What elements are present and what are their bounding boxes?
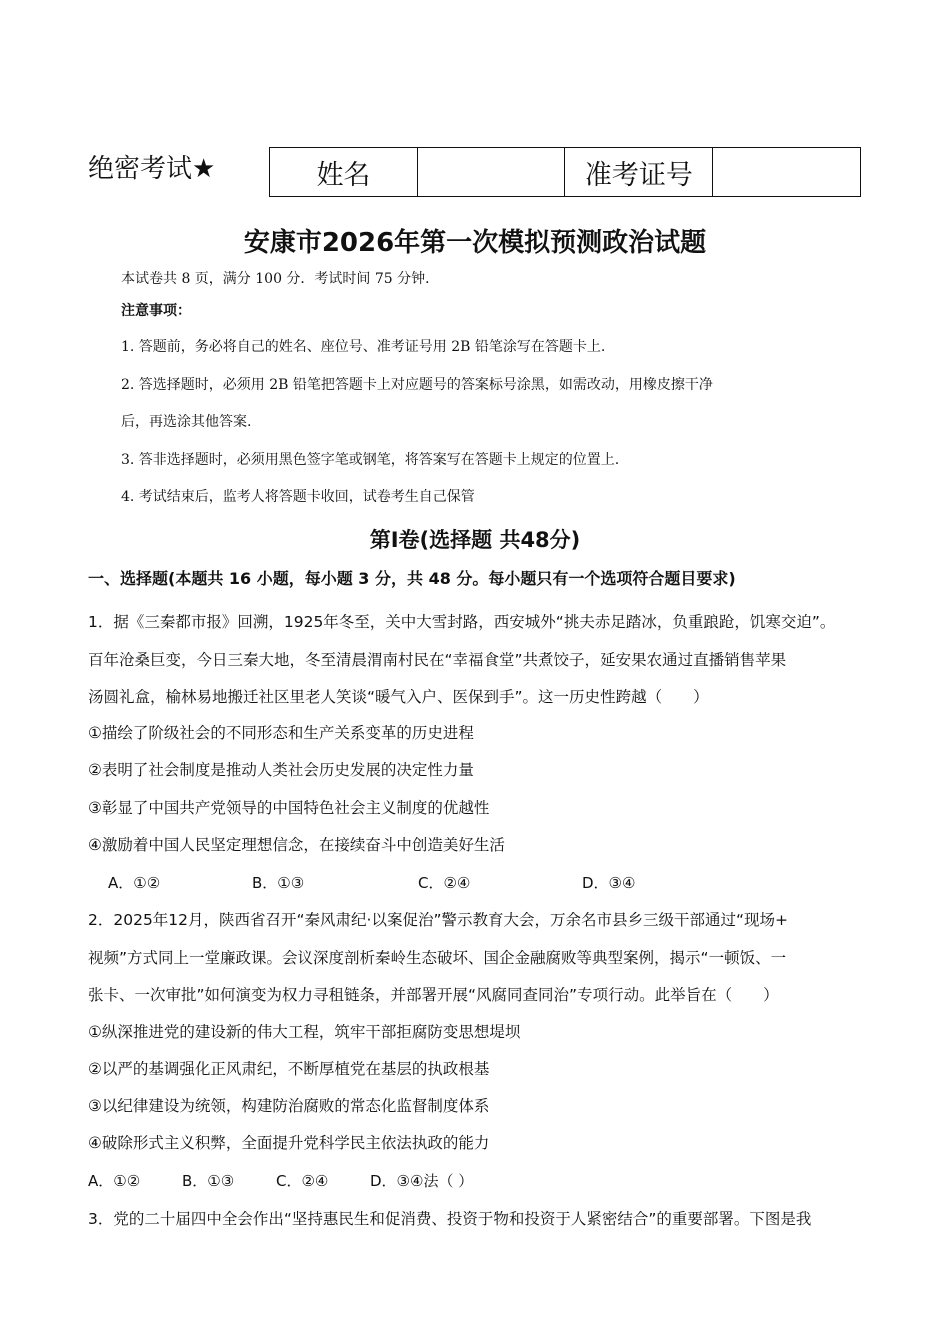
question-1-option: ①描绘了阶级社会的不同形态和生产关系变革的历史进程 bbox=[88, 724, 474, 742]
question-3-line: 3．党的二十届四中全会作出“坚持惠民生和促消费、投资于物和投资于人紧密结合”的重要部署。下图是我 bbox=[88, 1210, 812, 1228]
exam-intro: 本试卷共 8 页，满分 100 分．考试时间 75 分钟． bbox=[121, 271, 440, 287]
question-2-choice-c[interactable]: C．②④ bbox=[276, 1172, 329, 1190]
question-2-option: ④破除形式主义积弊，全面提升党科学民主依法执政的能力 bbox=[88, 1134, 490, 1152]
candidate-info-box bbox=[269, 147, 861, 197]
question-1-line: 百年沧桑巨变，今日三秦大地，冬至清晨渭南村民在“幸福食堂”共煮饺子，延安果农通过直播销售苹果 bbox=[88, 651, 787, 669]
question-2-choice-a[interactable]: A．①② bbox=[88, 1172, 141, 1190]
question-2-line: 视频”方式同上一堂廉政课。会议深度剖析秦岭生态破坏、国企金融腐败等典型案例，揭示“一顿饭、一 bbox=[88, 949, 787, 967]
exam-title: 安康市2026年第一次模拟预测政治试题 bbox=[243, 228, 707, 258]
section-instruction: 一、选择题(本题共 16 小题，每小题 3 分，共 48 分。每小题只有一个选项符合题目要求) bbox=[88, 569, 736, 588]
question-1-choice-c[interactable]: C．②④ bbox=[418, 874, 471, 892]
question-2-option: ②以严的基调强化正风肃纪，不断厚植党在基层的执政根基 bbox=[88, 1060, 490, 1078]
question-1-line: 1．据《三秦都市报》回溯，1925年冬至，关中大雪封路，西安城外“挑夫赤足踏冰，负重踉跄，饥寒交迫”。 bbox=[88, 613, 836, 631]
question-1-choice-d[interactable]: D．③④ bbox=[582, 874, 636, 892]
section-title: 第Ⅰ卷(选择题 共48分) bbox=[369, 528, 581, 552]
note-item: 2. 答选择题时，必须用 2B 铅笔把答题卡上对应题号的答案标号涂黑，如需改动，用橡皮擦干净 bbox=[121, 377, 713, 393]
confidential-label: 绝密考试★ bbox=[88, 154, 216, 184]
question-2-option: ③以纪律建设为统领，构建防治腐败的常态化监督制度体系 bbox=[88, 1097, 490, 1115]
question-1-line: 汤圆礼盒，榆林易地搬迁社区里老人笑谈“暖气入户、医保到手”。这一历史性跨越（ ） bbox=[88, 688, 709, 706]
name-label: 姓名 bbox=[270, 148, 418, 197]
question-1-option: ④激励着中国人民坚定理想信念，在接续奋斗中创造美好生活 bbox=[88, 836, 505, 854]
question-1-choice-a[interactable]: A．①② bbox=[108, 874, 161, 892]
note-item: 3. 答非选择题时，必须用黑色签字笔或钢笔，将答案写在答题卡上规定的位置上. bbox=[121, 452, 620, 468]
question-2-choice-b[interactable]: B．①③ bbox=[182, 1172, 235, 1190]
question-2-option: ①纵深推进党的建设新的伟大工程，筑牢干部拒腐防变思想堤坝 bbox=[88, 1023, 521, 1041]
question-2-choice-d[interactable]: D．③④法（ ） bbox=[370, 1172, 474, 1190]
name-field[interactable] bbox=[417, 148, 565, 197]
question-1-choice-b[interactable]: B．①③ bbox=[252, 874, 305, 892]
note-item: 后，再选涂其他答案. bbox=[121, 414, 252, 430]
question-1-option: ②表明了社会制度是推动人类社会历史发展的决定性力量 bbox=[88, 761, 474, 779]
notes-heading: 注意事项： bbox=[121, 303, 191, 319]
question-1-option: ③彰显了中国共产党领导的中国特色社会主义制度的优越性 bbox=[88, 799, 490, 817]
question-2-line: 张卡、一次审批”如何演变为权力寻租链条，并部署开展“风腐同查同治”专项行动。此举旨在（ ） bbox=[88, 986, 779, 1004]
question-2-line: 2．2025年12月，陕西省召开“秦风肃纪·以案促治”警示教育大会，万余名市县乡三级干部通过“现场+ bbox=[88, 911, 789, 929]
exam-id-label: 准考证号 bbox=[565, 148, 713, 197]
note-item: 1. 答题前，务必将自己的姓名、座位号、准考证号用 2B 铅笔涂写在答题卡上. bbox=[121, 339, 606, 355]
exam-id-field[interactable] bbox=[713, 148, 861, 197]
note-item: 4. 考试结束后，监考人将答题卡收回，试卷考生自己保管 bbox=[121, 489, 475, 505]
